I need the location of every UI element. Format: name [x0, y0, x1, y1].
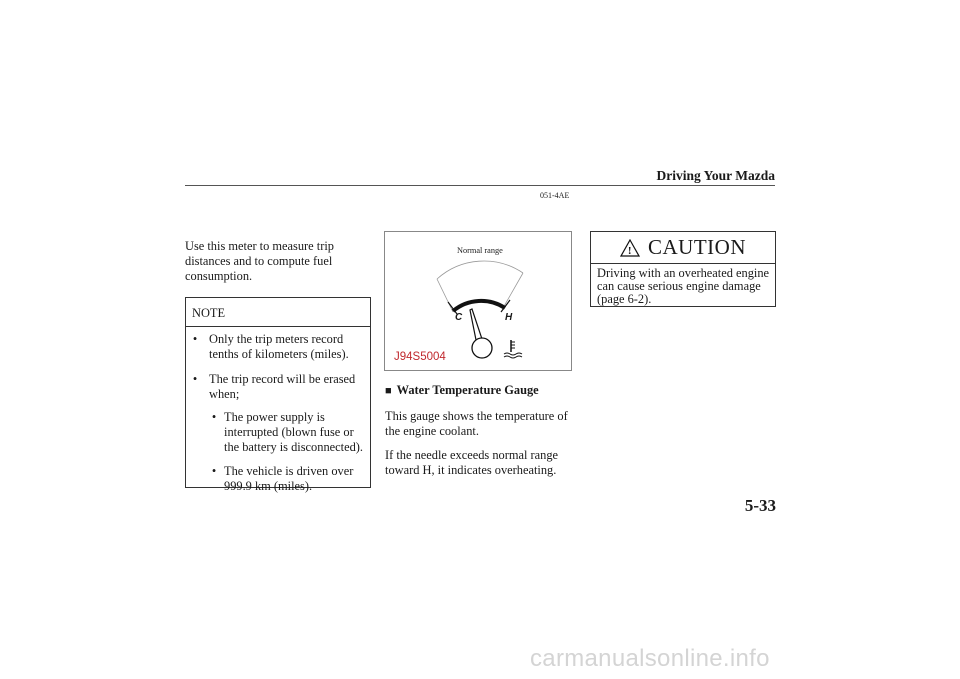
trip-meter-intro — [185, 239, 370, 284]
warning-triangle-icon — [620, 239, 640, 257]
note-line: The vehicle is driven over — [224, 464, 354, 478]
coolant-temperature-icon — [504, 340, 522, 358]
note-line: interrupted (blown fuse or — [224, 425, 354, 439]
note-title: NOTE — [186, 298, 370, 327]
normal-range-arc — [437, 261, 523, 279]
note-subitem — [224, 410, 363, 455]
header-rule — [185, 185, 775, 186]
square-bullet: ■ — [385, 385, 392, 397]
bullet: • — [211, 464, 217, 478]
cold-label: C — [455, 312, 463, 323]
caution-text — [591, 264, 775, 306]
caution-box — [590, 231, 776, 307]
watermark: carmanualsonline.info — [530, 645, 770, 672]
water-temp-body — [385, 409, 575, 487]
figure-code: J94S5004 — [394, 351, 446, 363]
range-leader-right — [503, 273, 523, 308]
needle — [470, 309, 482, 340]
bullet: • — [192, 332, 198, 346]
note-line: when; — [209, 387, 240, 401]
body-line: toward H, it indicates overheating. — [385, 463, 557, 477]
caution-line: (page 6-2). — [597, 292, 652, 306]
body-line: the engine coolant. — [385, 424, 479, 438]
gauge-illustration — [385, 232, 571, 370]
caution-line: Driving with an overheated engine — [597, 266, 770, 280]
note-item — [209, 372, 355, 402]
bullet: • — [211, 410, 217, 424]
gauge-scale — [453, 301, 505, 311]
caution-line: can cause serious engine damage — [597, 279, 761, 293]
normal-range-label: Normal range — [457, 246, 503, 255]
page-number: 5-33 — [744, 496, 776, 515]
note-subitem — [224, 464, 353, 494]
temperature-gauge-figure — [384, 231, 572, 371]
section-title: Driving Your Mazda — [656, 168, 775, 183]
note-line: The trip record will be erased — [209, 372, 356, 386]
note-line: the battery is disconnected). — [224, 440, 364, 454]
intro-line: distances and to compute fuel — [185, 254, 333, 268]
note-item — [209, 332, 349, 362]
caution-title: CAUTION — [648, 235, 746, 259]
document-code: 051-4AE — [540, 191, 570, 200]
hot-label: H — [505, 312, 513, 323]
body-line: If the needle exceeds normal range — [385, 448, 559, 462]
water-temp-heading: Water Temperature Gauge — [396, 383, 539, 397]
note-line: 999.9 km (miles). — [224, 479, 313, 493]
caution-header — [591, 232, 775, 264]
body-line: This gauge shows the temperature of — [385, 409, 568, 423]
note-line: Only the trip meters record — [209, 332, 344, 346]
warning-symbol: ! — [627, 244, 633, 257]
note-line: The power supply is — [224, 410, 325, 424]
note-box — [185, 297, 371, 493]
bullet: • — [192, 372, 198, 386]
intro-line: Use this meter to measure trip — [185, 239, 334, 253]
intro-line: consumption. — [185, 269, 253, 283]
needle-hub — [472, 338, 492, 358]
section-heading — [385, 383, 539, 398]
range-leader-left — [437, 279, 453, 312]
note-line: tenths of kilometers (miles). — [209, 347, 349, 361]
